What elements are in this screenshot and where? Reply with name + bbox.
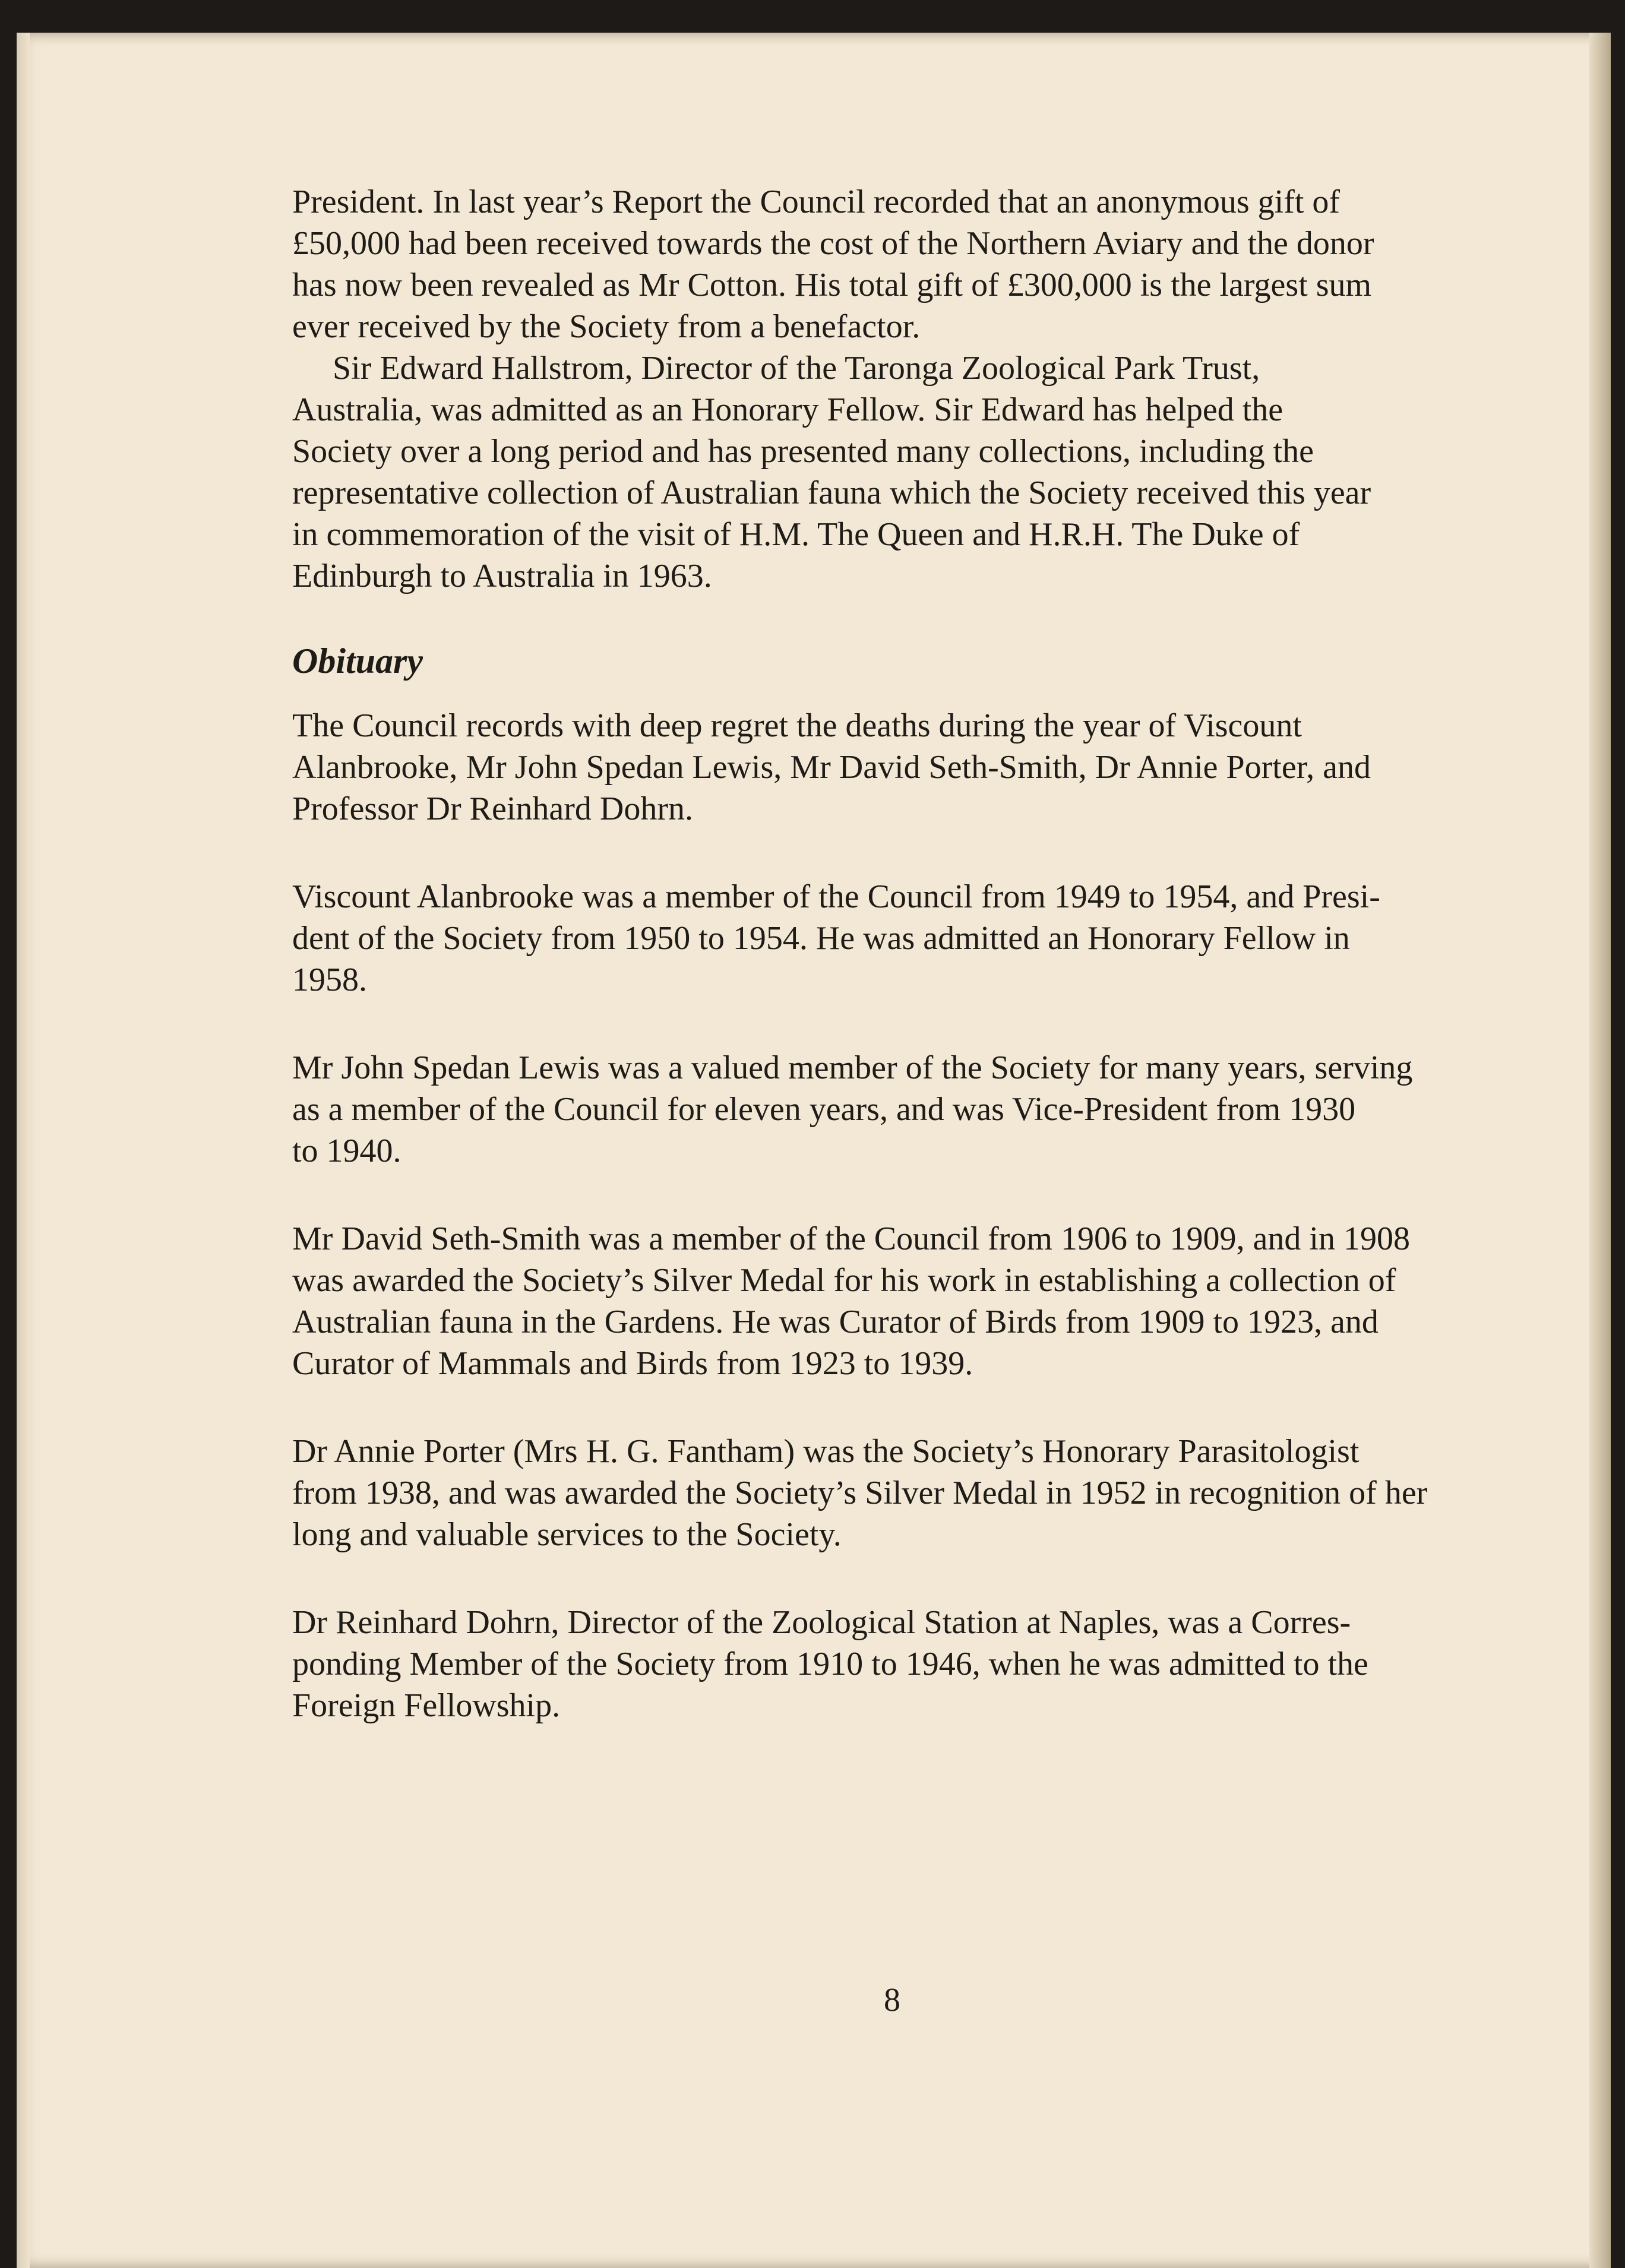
page-right-edge: [1589, 33, 1611, 2268]
paragraph-seth-smith: Mr David Seth-Smith was a member of the Council from 1906 to 1909, and in 1908 was awarded the Society’s Silver Medal for his work in establishing a collection of Australian fauna in the Gardens. He was Curator of Birds from 1909 to 1923, and Curator of Mammals and Birds from 1923 to 1939.: [292, 1220, 1410, 1382]
page-number: 8: [884, 1982, 900, 2019]
section-heading-obituary: Obituary: [292, 641, 423, 681]
document-body: [292, 181, 1519, 1726]
paragraph-reinhard-dohrn: Dr Reinhard Dohrn, Director of the Zoological Station at Naples, was a Corres- ponding Member of the Society from 1910 to 1946, when he was admitted to the Foreign Fellowship.: [292, 1604, 1368, 1724]
paragraph-spedan-lewis: Mr John Spedan Lewis was a valued member of the Society for many years, serving as a member of the Council for eleven years, and was Vice-President from 1930 to 1940.: [292, 1049, 1413, 1169]
paragraph-president-gift: President. In last year’s Report the Council recorded that an anonymous gift of £50,000 had been received towards the cost of the Northern Aviary and the donor has now been revealed as Mr Cotton. His total gift of £300,000 is the largest sum ever received by the Society from a benefactor.: [292, 184, 1374, 345]
paragraph-obituary-intro: The Council records with deep regret the deaths during the year of Viscount Alanbrooke, Mr John Spedan Lewis, Mr David Seth-Smith, Dr Annie Porter, and Professor Dr Reinhard Dohrn.: [292, 707, 1371, 827]
paragraph-hallstrom: Sir Edward Hallstrom, Director of the Taronga Zoological Park Trust, Australia, was admitted as an Honorary Fellow. Sir Edward has helped the Society over a long period and has presented many collections, including the representative collection of Australian fauna which the Society received this year in commemoration of the visit of H.M. The Queen and H.R.H. The Duke of Edinburgh to Australia in 1963.: [292, 350, 1371, 594]
page-left-edge: [17, 33, 30, 2268]
paragraph-alanbrooke: Viscount Alanbrooke was a member of the Council from 1949 to 1954, and Presi- dent of the Society from 1950 to 1954. He was admitted an Honorary Fellow in 1958.: [292, 878, 1380, 998]
paragraph-annie-porter: Dr Annie Porter (Mrs H. G. Fantham) was the Society’s Honorary Parasitologist from 1938, and was awarded the Society’s Silver Medal in 1952 in recognition of her long and valuable services to the Society.: [292, 1433, 1428, 1553]
